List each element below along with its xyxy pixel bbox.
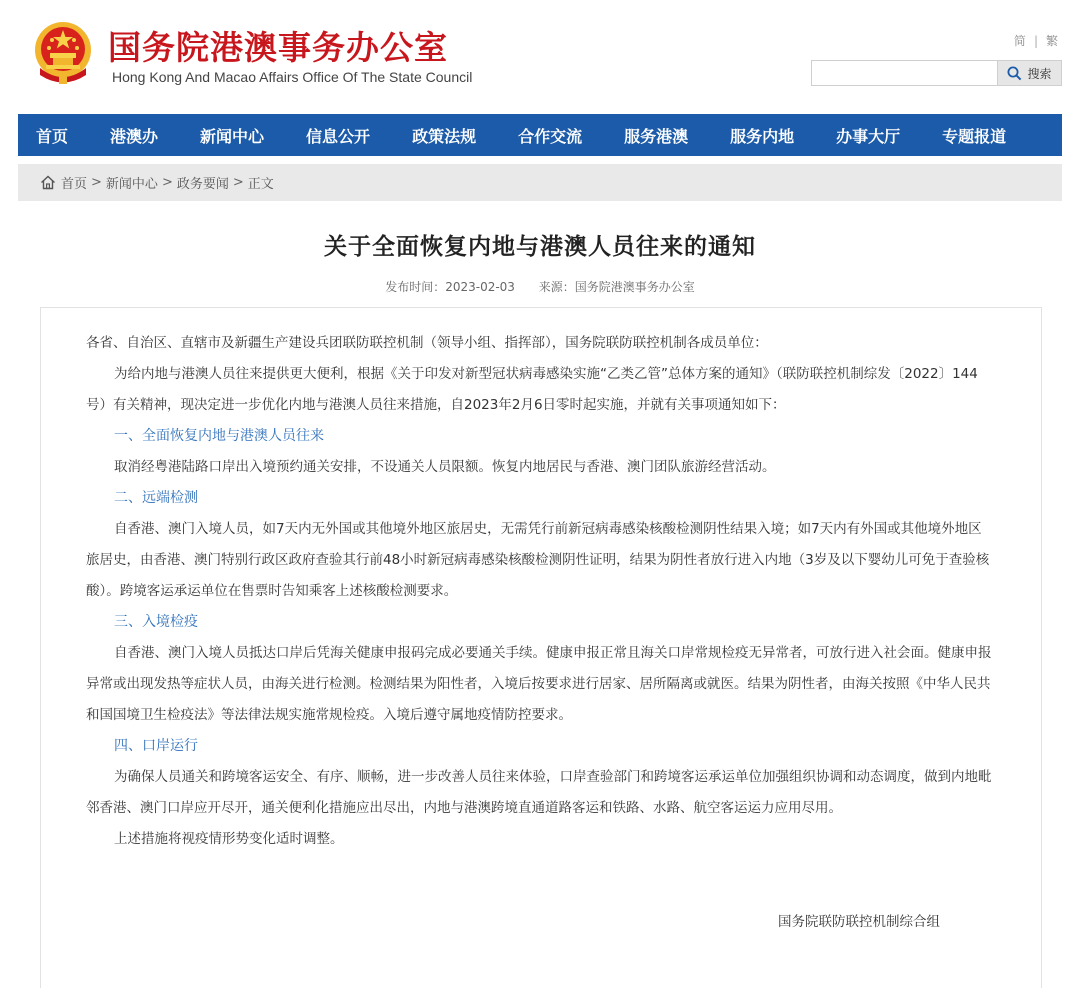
language-switch	[1014, 32, 1058, 49]
breadcrumb-separator: >	[232, 175, 244, 190]
search-button[interactable]	[997, 60, 1062, 86]
nav-item-serve-hkmacao[interactable]: 服务港澳	[624, 126, 689, 146]
article-meta	[0, 278, 1080, 295]
nav-item-home[interactable]: 首页	[36, 126, 69, 146]
section-heading: 一、全面恢复内地与港澳人员往来	[114, 428, 324, 444]
section-heading: 二、远端检测	[114, 490, 198, 506]
nav-item-service-hall[interactable]: 办事大厅	[836, 126, 901, 146]
search-icon	[1007, 66, 1022, 81]
lang-simplified-link[interactable]: 简	[1013, 34, 1026, 48]
search-button-label: 搜索	[1027, 66, 1052, 81]
nav-item-special-reports[interactable]: 专题报道	[942, 126, 1007, 146]
site-subtitle: Hong Kong And Macao Affairs Office Of The State Council	[112, 69, 473, 85]
section-body: 自香港、澳门入境人员，如7天内无外国或其他境外地区旅居史，无需凭行前新冠病毒感染核酸检测阴性结果入境；如7天内有外国或其他境外地区旅居史，由香港、澳门特别行政区政府查验其行前48小时新冠病毒感染核酸检测阴性证明，结果为阴性者放行进入内地（3岁及以下婴幼儿可免于查验核酸）。跨境客运承运单位在售票时告知乘客上述核酸检测要求。	[86, 521, 990, 599]
breadcrumb-gov-news[interactable]: 政务要闻	[176, 177, 229, 192]
search-input[interactable]	[811, 60, 997, 86]
article-body	[40, 307, 1042, 988]
home-icon[interactable]	[40, 175, 56, 190]
section-body: 取消经粤港陆路口岸出入境预约通关安排，不设通关人员限额。恢复内地居民与香港、澳门团队旅游经营活动。	[114, 459, 776, 475]
breadcrumb	[18, 164, 1062, 201]
salutation: 各省、自治区、直辖市及新疆生产建设兵团联防联控机制（领导小组、指挥部），国务院联防联控机制各成员单位：	[86, 335, 768, 351]
nav-item-info-disclosure[interactable]: 信息公开	[306, 126, 371, 146]
breadcrumb-news-center[interactable]: 新闻中心	[105, 177, 158, 192]
closing-paragraph: 上述措施将视疫情形势变化适时调整。	[114, 831, 344, 847]
section-heading: 三、入境检疫	[114, 614, 198, 630]
article-title: 关于全面恢复内地与港澳人员往来的通知	[324, 234, 756, 260]
nav-item-news-center[interactable]: 新闻中心	[200, 126, 265, 146]
site-title[interactable]: 国务院港澳事务办公室	[108, 28, 448, 67]
lang-separator: |	[1033, 34, 1038, 48]
section-body: 自香港、澳门入境人员抵达口岸后凭海关健康申报码完成必要通关手续。健康申报正常且海关口岸常规检疫无异常者，可放行进入社会面。健康申报异常或出现发热等症状人员，由海关进行检测。检测结果为阳性者，入境后按要求进行居家、居所隔离或就医。结果为阴性者，由海关按照《中华人民共和国国境卫生检疫法》等法律法规实施常规检疫。入境后遵守属地疫情防控要求。	[86, 645, 992, 723]
breadcrumb-home[interactable]: 首页	[61, 177, 88, 192]
nav-item-policies[interactable]: 政策法规	[412, 126, 477, 146]
article-source: 来源：国务院港澳事务办公室	[538, 280, 695, 294]
breadcrumb-separator: >	[91, 175, 102, 190]
section-heading: 四、口岸运行	[114, 738, 198, 754]
intro-paragraph: 为给内地与港澳人员往来提供更大便利，根据《关于印发对新型冠状病毒感染实施“乙类乙管”总体方案的通知》（联防联控机制综发〔2022〕144号）有关精神，现决定进一步优化内地与港澳人员往来措施，自2023年2月6日零时起实施，并就有关事项通知如下：	[86, 366, 978, 413]
publish-time: 发布时间：2023-02-03	[385, 280, 515, 294]
breadcrumb-current: 正文	[247, 177, 274, 192]
section-body: 为确保人员通关和跨境客运安全、有序、顺畅，进一步改善人员往来体验，口岸查验部门和跨境客运承运单位加强组织协调和动态调度，做到内地毗邻香港、澳门口岸应开尽开，通关便利化措施应出尽出，内地与港澳跨境直通道路客运和铁路、水路、航空客运运力应用尽用。	[86, 769, 992, 816]
nav-item-serve-mainland[interactable]: 服务内地	[730, 126, 795, 146]
site-header	[0, 0, 1080, 114]
signature: 国务院联防联控机制综合组	[778, 914, 940, 930]
nav-item-hkmao-office[interactable]: 港澳办	[110, 126, 159, 146]
main-nav	[18, 114, 1062, 156]
lang-traditional-link[interactable]: 繁	[1045, 34, 1058, 48]
nav-item-cooperation[interactable]: 合作交流	[518, 126, 583, 146]
national-emblem-icon[interactable]	[32, 20, 94, 86]
breadcrumb-separator: >	[161, 175, 173, 190]
search-bar	[811, 60, 1062, 86]
